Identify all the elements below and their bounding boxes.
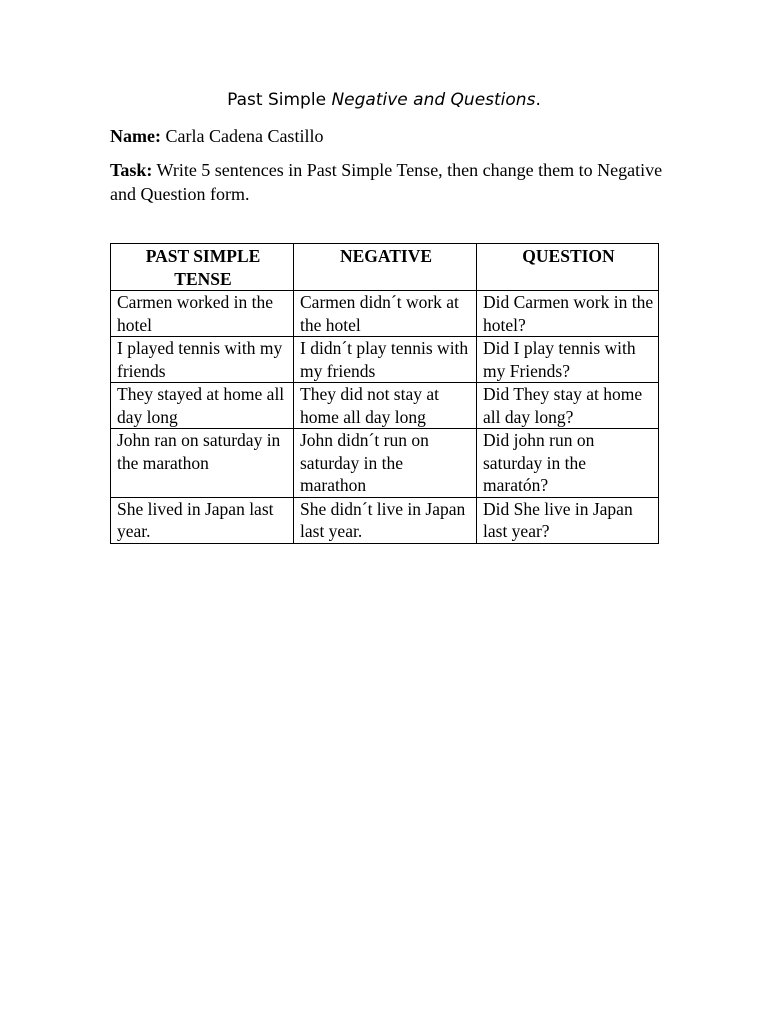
cell-negative: John didn´t run on saturday in the marathon bbox=[294, 429, 477, 498]
cell-question: Did Carmen work in the hotel? bbox=[477, 291, 659, 337]
table-row bbox=[111, 383, 659, 429]
cell-past-simple: She lived in Japan last year. bbox=[111, 497, 294, 543]
name-line bbox=[110, 124, 670, 148]
cell-past-simple: John ran on saturday in the marathon bbox=[111, 429, 294, 498]
title-italic: Negative and Questions bbox=[331, 90, 536, 110]
sentences-table bbox=[110, 243, 659, 544]
title-regular: Past Simple bbox=[227, 90, 332, 110]
table-row bbox=[111, 291, 659, 337]
document-title bbox=[0, 89, 768, 111]
task-value: Write 5 sentences in Past Simple Tense, then change them to Negative and Question form. bbox=[110, 160, 663, 204]
table-header-row bbox=[111, 244, 659, 291]
table-row bbox=[111, 497, 659, 543]
cell-question: Did I play tennis with my Friends? bbox=[477, 337, 659, 383]
name-value: Carla Cadena Castillo bbox=[160, 126, 324, 146]
cell-question: Did john run on saturday in the maratón? bbox=[477, 429, 659, 498]
task-line bbox=[110, 158, 670, 206]
cell-negative: She didn´t live in Japan last year. bbox=[294, 497, 477, 543]
header-past-simple: PAST SIMPLE TENSE bbox=[111, 244, 294, 291]
cell-question: Did They stay at home all day long? bbox=[477, 383, 659, 429]
cell-past-simple: I played tennis with my friends bbox=[111, 337, 294, 383]
cell-negative: I didn´t play tennis with my friends bbox=[294, 337, 477, 383]
cell-negative: Carmen didn´t work at the hotel bbox=[294, 291, 477, 337]
title-end: . bbox=[535, 90, 541, 110]
task-label: Task: bbox=[110, 160, 153, 180]
name-label: Name: bbox=[110, 126, 161, 146]
cell-past-simple: Carmen worked in the hotel bbox=[111, 291, 294, 337]
table-row bbox=[111, 429, 659, 498]
table-row bbox=[111, 337, 659, 383]
cell-past-simple: They stayed at home all day long bbox=[111, 383, 294, 429]
header-negative: NEGATIVE bbox=[294, 244, 477, 291]
cell-negative: They did not stay at home all day long bbox=[294, 383, 477, 429]
cell-question: Did She live in Japan last year? bbox=[477, 497, 659, 543]
header-question: QUESTION bbox=[477, 244, 659, 291]
